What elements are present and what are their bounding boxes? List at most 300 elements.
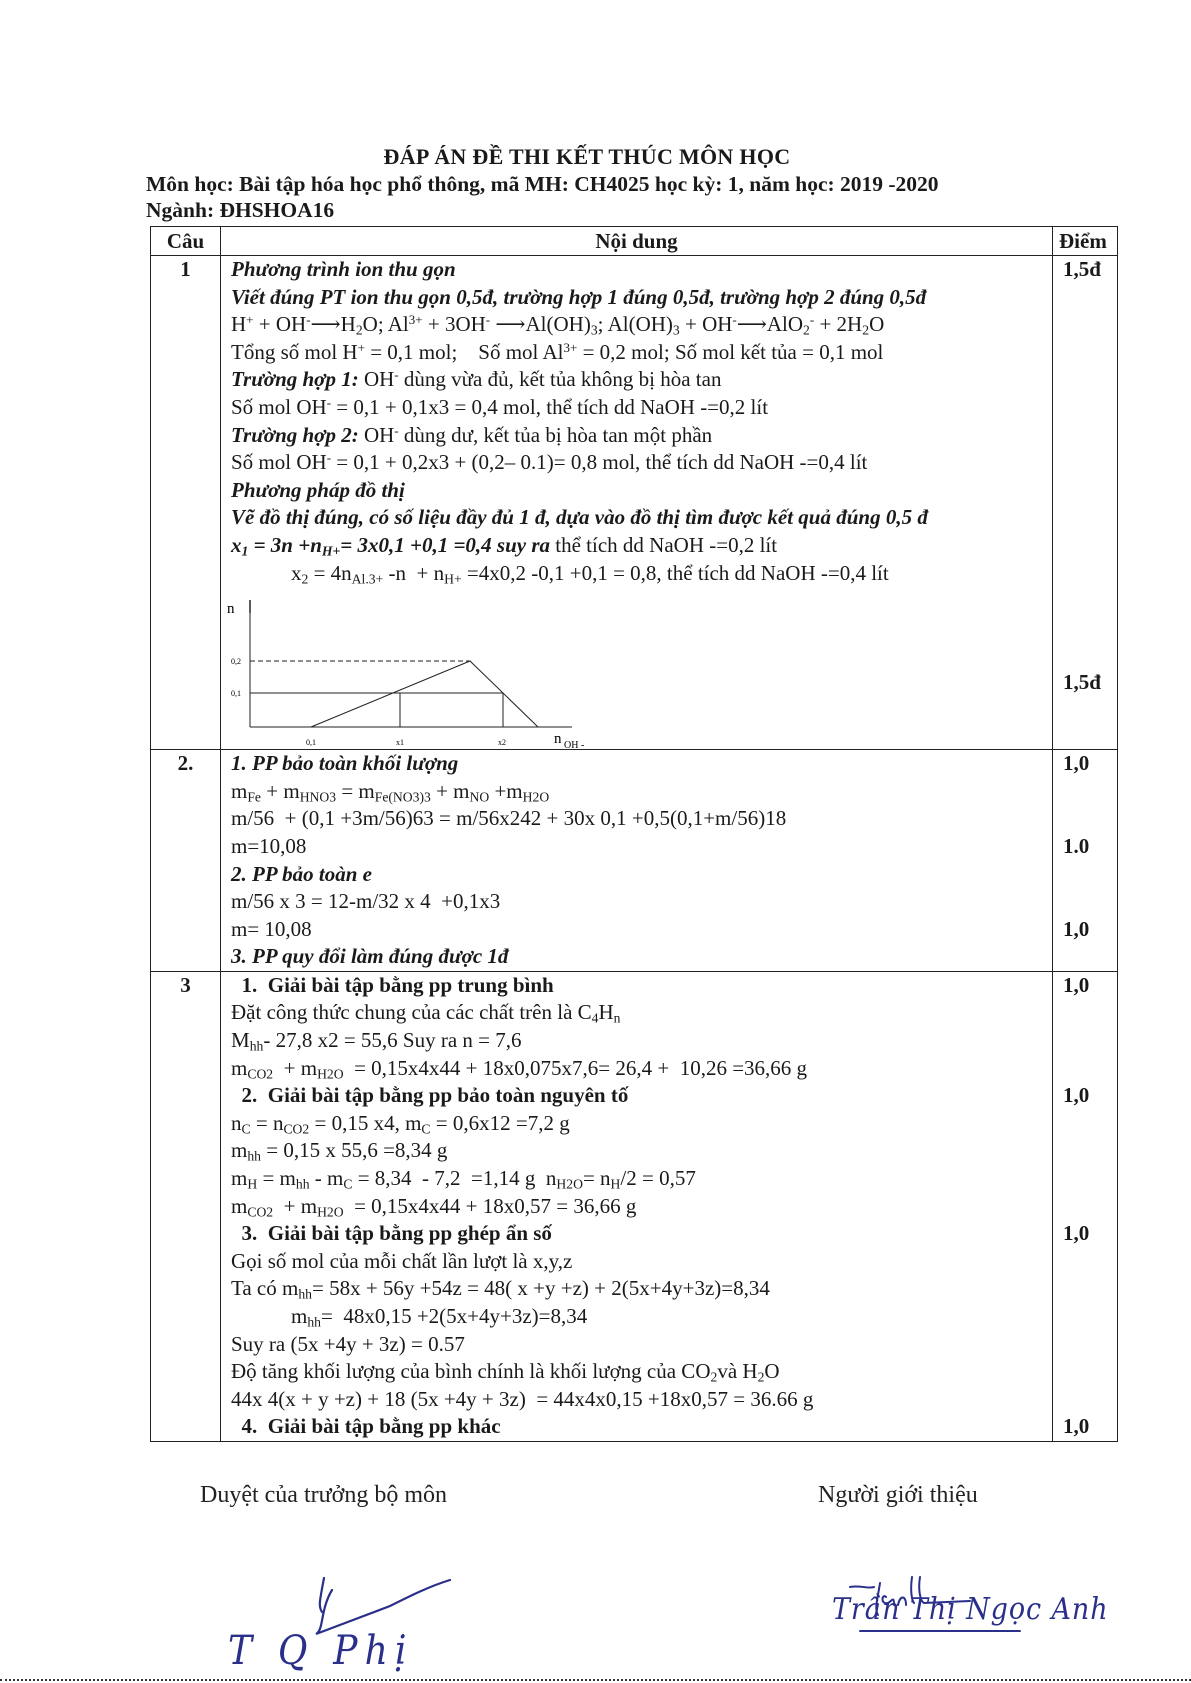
text-segment: m <box>231 1138 248 1163</box>
text-segment: ⟶H <box>310 312 356 337</box>
text-bi: = 3x0,1 +0,1 =0,4 suy ra <box>340 532 551 557</box>
text-segment: ⟶AlO <box>736 312 804 337</box>
text-bi: 3. PP quy đổi làm đúng được 1đ <box>231 944 509 969</box>
score <box>1052 888 1119 916</box>
content-line <box>151 1358 1117 1386</box>
y-tick-0-2: 0,2 <box>231 657 241 667</box>
text-segment: +m <box>489 778 523 803</box>
content-text <box>221 916 1052 944</box>
content-line <box>151 972 1117 1000</box>
table-header <box>151 227 1117 256</box>
text-sub: C <box>241 1121 251 1137</box>
text-segment: = 48x0,15 +2(5x+4y+3z)=8,34 <box>320 1304 588 1328</box>
score <box>1052 311 1119 339</box>
question-number: 3 <box>151 972 221 1000</box>
content-text <box>221 1055 1052 1083</box>
content-line <box>151 750 1117 778</box>
question-number <box>151 1358 221 1386</box>
text-bi: Phương pháp đồ thị <box>231 477 405 502</box>
score <box>1052 449 1119 477</box>
text-sub: H+ <box>444 570 462 586</box>
text-sub: 3 <box>672 322 680 338</box>
score <box>1052 477 1119 505</box>
text-bi: Trường hợp 1: <box>231 367 359 392</box>
question-number <box>151 1193 221 1221</box>
text-bi: Vẽ đồ thị đúng, có số liệu đầy đủ 1 đ, dựa vào đồ thị tìm được kết quả đúng 0,5 đ <box>231 505 928 530</box>
content-text <box>221 1165 1052 1193</box>
text-segment: O; Al <box>362 312 409 337</box>
question-number <box>151 587 221 749</box>
page-bottom-rule <box>0 1679 1191 1681</box>
text-sub: H2O <box>317 1066 344 1082</box>
score: 1.0 <box>1052 833 1119 861</box>
text-segment: Ta có m <box>231 1276 299 1301</box>
text-sub: hh <box>249 1038 264 1054</box>
text-b: 3. Giải bài tập bằng pp ghép ẩn số <box>231 1221 552 1246</box>
text-segment: x <box>291 560 302 585</box>
content-line <box>151 422 1117 450</box>
text-segment: + OH <box>679 312 733 337</box>
graph-line <box>151 587 1117 749</box>
header-noi-dung: Nội dung <box>595 229 678 253</box>
text-segment: OH <box>358 367 395 392</box>
table-row <box>151 256 1117 750</box>
text-segment: 44x 4(x + y +z) + 18 (5x +4y + 3z) = 44x4x0,15 +18x0,57 = 36.66 g <box>231 1386 814 1411</box>
content-line <box>151 805 1117 833</box>
content-line <box>151 449 1117 477</box>
text-sup: - <box>326 394 332 410</box>
text-segment: + m <box>273 1055 318 1080</box>
x-tick-x2: x2 <box>498 738 506 748</box>
text-sub: CO2 <box>247 1066 274 1082</box>
x-tick-x1: x1 <box>396 738 404 748</box>
text-sub: 4 <box>591 1010 599 1026</box>
text-bi: 1. PP bảo toàn khối lượng <box>231 751 459 776</box>
y-axis-label: n <box>227 601 235 618</box>
content-text <box>221 1275 1052 1303</box>
text-sub: 3 <box>590 322 598 338</box>
approver-name: T Q Phị <box>228 1628 414 1674</box>
text-segment: m <box>231 1055 248 1080</box>
content-line <box>151 1137 1117 1165</box>
score <box>1052 1358 1119 1386</box>
score <box>1052 339 1119 367</box>
text-segment: dùng vừa đủ, kết tủa không bị hòa tan <box>398 367 722 392</box>
text-segment: = 0,1 + 0,2x3 + (0,2– 0.1)= 0,8 mol, thể tích dd NaOH -=0,4 lít <box>331 450 868 475</box>
content-text <box>221 422 1052 450</box>
major-line: Ngành: ĐHSHOA16 <box>146 198 335 222</box>
text-sub: 2 <box>301 570 309 586</box>
content-text <box>221 778 1052 806</box>
text-segment: - 27,8 x2 = 55,6 Suy ra n = 7,6 <box>263 1028 522 1053</box>
text-bi: Phương trình ion thu gọn <box>231 257 456 281</box>
text-segment: - m <box>309 1166 344 1191</box>
text-sup: - <box>394 422 399 438</box>
content-line <box>151 1220 1117 1248</box>
y-tick-0-1: 0,1 <box>231 689 241 699</box>
text-sub: Fe <box>247 789 261 805</box>
text-segment: = 0,15 x 55,6 =8,34 g <box>260 1138 448 1163</box>
text-sub: H2O <box>556 1176 583 1192</box>
score: 1,0 <box>1052 972 1119 1000</box>
text-bi: Viết đúng PT ion thu gọn 0,5đ, trường hợp 1 đúng 0,5đ, trường hợp 2 đúng 0,5đ <box>231 284 927 309</box>
question-number <box>151 1303 221 1331</box>
content-text <box>221 504 1052 532</box>
score: 1,0 <box>1052 1082 1119 1110</box>
question-number <box>151 805 221 833</box>
x-tick-0-1: 0,1 <box>306 738 316 748</box>
content-line <box>151 477 1117 505</box>
text-sub: CO2 <box>247 1204 274 1220</box>
text-b: 4. Giải bài tập bằng pp khác <box>231 1414 501 1439</box>
content-line <box>151 256 1117 284</box>
header-cau: Câu <box>151 227 221 255</box>
score <box>1052 1193 1119 1221</box>
content-line <box>151 560 1117 588</box>
question-number <box>151 943 221 971</box>
question-number <box>151 311 221 339</box>
content-line <box>151 1331 1117 1359</box>
text-sub: NO <box>469 789 490 805</box>
text-segment: = n <box>582 1166 611 1191</box>
content-line <box>151 1110 1117 1138</box>
question-number <box>151 449 221 477</box>
text-segment: dùng dư, kết tủa bị hòa tan một phần <box>398 422 713 447</box>
content-text <box>221 1110 1052 1138</box>
content-line <box>151 1275 1117 1303</box>
question-number <box>151 1165 221 1193</box>
text-segment: Số mol OH <box>231 394 327 419</box>
content-line <box>151 532 1117 560</box>
text-sub: H2O <box>522 789 550 805</box>
score <box>1052 504 1119 532</box>
text-segment: = m <box>257 1166 296 1191</box>
content-text <box>221 1303 1052 1331</box>
content-text <box>221 1137 1052 1165</box>
question-number <box>151 888 221 916</box>
content-line <box>151 943 1117 971</box>
content-text <box>221 1248 1052 1276</box>
text-sub: CO2 <box>283 1121 310 1137</box>
question-number <box>151 916 221 944</box>
text-sup: 3+ <box>563 339 578 355</box>
approver-label: Duyệt của trưởng bộ môn <box>200 1482 447 1508</box>
text-bi: x <box>231 532 242 557</box>
question-number <box>151 339 221 367</box>
content-line <box>151 1386 1117 1414</box>
text-segment: + 2H <box>814 312 863 337</box>
text-segment: + m <box>430 778 470 803</box>
text-sub: H2O <box>317 1204 344 1220</box>
content-line <box>151 284 1117 312</box>
question-number <box>151 1110 221 1138</box>
question-number <box>151 560 221 588</box>
text-segment: = 0,15x4x44 + 18x0,57 = 36,66 g <box>343 1193 637 1218</box>
text-sub: C <box>343 1176 353 1192</box>
content-line <box>151 504 1117 532</box>
content-line <box>151 394 1117 422</box>
text-segment: m <box>231 1166 248 1191</box>
score <box>1052 1110 1119 1138</box>
score <box>1052 1248 1119 1276</box>
x-axis-label-sub: OH - <box>564 740 585 750</box>
text-segment: O <box>869 312 885 337</box>
question-number <box>151 833 221 861</box>
score <box>1052 284 1119 312</box>
score <box>1052 366 1119 394</box>
text-sup: - <box>732 312 737 328</box>
text-segment: = 4n <box>308 560 352 585</box>
question-number <box>151 504 221 532</box>
score: 1,0 <box>1052 1220 1119 1248</box>
content-text <box>221 311 1052 339</box>
score: 1,5đ <box>1052 256 1119 284</box>
content-line <box>151 1055 1117 1083</box>
content-line <box>151 916 1117 944</box>
content-line <box>151 833 1117 861</box>
question-number <box>151 366 221 394</box>
table-row <box>151 750 1117 972</box>
x-axis-label: n <box>554 731 562 748</box>
text-segment: =4x0,2 -0,1 +0,1 = 0,8, thể tích dd NaOH -=0,4 lít <box>461 560 889 585</box>
text-segment: Tổng số mol H <box>231 339 358 364</box>
text-sub: H <box>247 1176 258 1192</box>
text-sup: 3+ <box>408 312 423 328</box>
text-bi: = 3n +n <box>248 532 322 557</box>
question-number <box>151 1027 221 1055</box>
text-segment: Số mol OH <box>231 450 327 475</box>
content-text <box>221 750 1052 778</box>
text-segment: O <box>764 1359 780 1384</box>
text-segment: Suy ra (5x +4y + 3z) = 0.57 <box>231 1331 465 1356</box>
document-title: ĐÁP ÁN ĐỀ THI KẾT THÚC MÔN HỌC <box>383 144 791 169</box>
text-segment: M <box>231 1028 250 1053</box>
score <box>1052 943 1119 971</box>
question-number <box>151 1137 221 1165</box>
score: 1,5đ <box>1052 587 1119 749</box>
content-line <box>151 1248 1117 1276</box>
text-segment: /2 = 0,57 <box>620 1166 696 1191</box>
text-segment: = 0,6x12 =7,2 g <box>430 1110 570 1135</box>
text-sub: Al.3+ <box>351 570 384 586</box>
content-text <box>221 394 1052 422</box>
content-line <box>151 1193 1117 1221</box>
text-segment: + 3OH <box>422 312 486 337</box>
text-segment: = 58x + 56y +54z = 48( x +y +z) + 2(5x+4y+3z)=8,34 <box>311 1276 770 1301</box>
text-sub: HNO3 <box>299 789 337 805</box>
score <box>1052 1165 1119 1193</box>
score <box>1052 999 1119 1027</box>
content-text <box>221 805 1052 833</box>
score <box>1052 1275 1119 1303</box>
text-sup: - <box>306 312 311 328</box>
text-segment: Độ tăng khối lượng của bình chính là khối lượng của CO <box>231 1359 711 1384</box>
text-sub: 2 <box>862 322 870 338</box>
content-text <box>221 587 1052 749</box>
score <box>1052 1055 1119 1083</box>
text-b: 1. Giải bài tập bằng pp trung bình <box>231 972 554 997</box>
precipitate-graph <box>221 587 641 749</box>
text-segment: = m <box>336 778 375 803</box>
text-sup: + <box>246 312 254 328</box>
question-number <box>151 861 221 889</box>
content-text <box>221 943 1052 971</box>
answer-table <box>150 226 1118 1442</box>
score <box>1052 1027 1119 1055</box>
question-number <box>151 1413 221 1441</box>
text-segment: n <box>231 1110 242 1135</box>
content-text <box>221 1358 1052 1386</box>
text-segment: + m <box>273 1193 318 1218</box>
text-segment: + m <box>261 778 300 803</box>
text-segment: ; Al(OH) <box>597 312 673 337</box>
content-text <box>221 1027 1052 1055</box>
text-segment: ⟶Al(OH) <box>490 312 591 337</box>
text-bisub: H+ <box>321 543 341 559</box>
text-segment: Gọi số mol của mỗi chất lần lượt là x,y,z <box>231 1248 573 1273</box>
text-bi: Trường hợp 2: <box>231 422 359 447</box>
content-line <box>151 1082 1117 1110</box>
text-sub: n <box>613 1010 621 1026</box>
score: 1,0 <box>1052 916 1119 944</box>
content-text <box>221 888 1052 916</box>
text-segment: -n + n <box>383 560 445 585</box>
question-number <box>151 532 221 560</box>
text-sup: - <box>485 312 491 328</box>
content-text <box>221 366 1052 394</box>
score <box>1052 1386 1119 1414</box>
text-sub: hh <box>307 1314 321 1330</box>
text-sup: - <box>809 312 815 328</box>
text-segment: + OH <box>253 312 307 337</box>
content-text <box>221 532 1052 560</box>
text-b: 2. Giải bài tập bằng pp bảo toàn nguyên tố <box>231 1083 629 1108</box>
question-number <box>151 477 221 505</box>
precipitate-curve <box>311 661 538 727</box>
text-segment: m <box>231 778 248 803</box>
text-sub: H <box>610 1176 621 1192</box>
content-line <box>151 1303 1117 1331</box>
text-sub: 2 <box>710 1369 718 1385</box>
text-segment: = 0,15x4x44 + 18x0,075x7,6= 26,4 + 10,26 =36,66 g <box>343 1055 808 1080</box>
content-text <box>221 477 1052 505</box>
text-bi: 2. PP bảo toàn e <box>231 861 372 886</box>
text-segment: m <box>291 1304 308 1328</box>
content-line <box>151 339 1117 367</box>
question-number <box>151 1055 221 1083</box>
content-line <box>151 311 1117 339</box>
text-segment: = 0,2 mol; Số mol kết tủa = 0,1 mol <box>577 339 884 364</box>
text-segment: = 0,1 + 0,1x3 = 0,4 mol, thể tích dd NaOH -=0,2 lít <box>331 394 769 419</box>
score <box>1052 560 1119 588</box>
question-number <box>151 1220 221 1248</box>
text-sub: hh <box>295 1176 310 1192</box>
question-number: 2. <box>151 750 221 778</box>
score: 1,0 <box>1052 750 1119 778</box>
content-line <box>151 1413 1117 1441</box>
content-text <box>221 999 1052 1027</box>
content-text <box>221 284 1052 312</box>
question-number <box>151 1082 221 1110</box>
table-row <box>151 972 1117 1441</box>
content-text <box>221 1413 1052 1441</box>
text-sub: 2 <box>757 1369 765 1385</box>
text-segment: và H <box>717 1359 758 1384</box>
content-line <box>151 999 1117 1027</box>
text-segment: = n <box>250 1110 284 1135</box>
header-diem: Điểm <box>1052 227 1119 255</box>
text-sup: - <box>394 367 399 383</box>
question-number: 1 <box>151 256 221 284</box>
table-body <box>151 256 1117 1441</box>
question-number <box>151 284 221 312</box>
presenter-name: Trần Thị Ngọc Anh <box>832 1592 1109 1627</box>
score <box>1052 394 1119 422</box>
text-sup: + <box>357 339 365 355</box>
score: 1,0 <box>1052 1413 1119 1441</box>
content-text <box>221 861 1052 889</box>
text-segment: m/56 + (0,1 +3m/56)63 = m/56x242 + 30x 0,1 +0,5(0,1+m/56)18 <box>231 806 787 831</box>
score <box>1052 532 1119 560</box>
text-segment: OH <box>358 422 395 447</box>
score <box>1052 805 1119 833</box>
presenter-label: Người giới thiệu <box>818 1482 978 1508</box>
text-segment: = 8,34 - 7,2 =1,14 g n <box>352 1166 557 1191</box>
text-segment: m <box>231 1193 248 1218</box>
text-sup: - <box>326 450 332 465</box>
score <box>1052 422 1119 450</box>
question-number <box>151 394 221 422</box>
question-number <box>151 1275 221 1303</box>
text-sub: hh <box>298 1286 312 1302</box>
content-line <box>151 366 1117 394</box>
content-line <box>151 888 1117 916</box>
content-text <box>221 339 1052 367</box>
text-bisub: 1 <box>241 543 249 559</box>
score <box>1052 861 1119 889</box>
text-sub: 2 <box>803 322 810 338</box>
text-segment: H <box>231 312 247 337</box>
content-text <box>221 560 1052 588</box>
text-segment: H <box>598 1000 614 1025</box>
text-segment: m= 10,08 <box>231 916 312 941</box>
score <box>1052 1331 1119 1359</box>
text-sub: hh <box>247 1148 261 1164</box>
question-number <box>151 778 221 806</box>
text-sub: C <box>421 1121 431 1137</box>
question-number <box>151 422 221 450</box>
question-number <box>151 1386 221 1414</box>
content-text <box>221 972 1052 1000</box>
text-sub: 2 <box>355 322 363 338</box>
content-text <box>221 1220 1052 1248</box>
content-text <box>221 1386 1052 1414</box>
text-segment: thể tích dd NaOH -=0,2 lít <box>550 532 778 557</box>
text-sub: Fe(NO3)3 <box>374 789 431 805</box>
content-text <box>221 256 1052 284</box>
text-segment: = 0,1 mol; Số mol Al <box>364 339 564 364</box>
score <box>1052 778 1119 806</box>
content-text <box>221 833 1052 861</box>
score <box>1052 1303 1119 1331</box>
content-text <box>221 1331 1052 1359</box>
content-line <box>151 861 1117 889</box>
text-segment: m=10,08 <box>231 833 307 858</box>
question-number <box>151 1331 221 1359</box>
text-segment: m/56 x 3 = 12-m/32 x 4 +0,1x3 <box>231 889 501 914</box>
question-number <box>151 999 221 1027</box>
score <box>1052 1137 1119 1165</box>
